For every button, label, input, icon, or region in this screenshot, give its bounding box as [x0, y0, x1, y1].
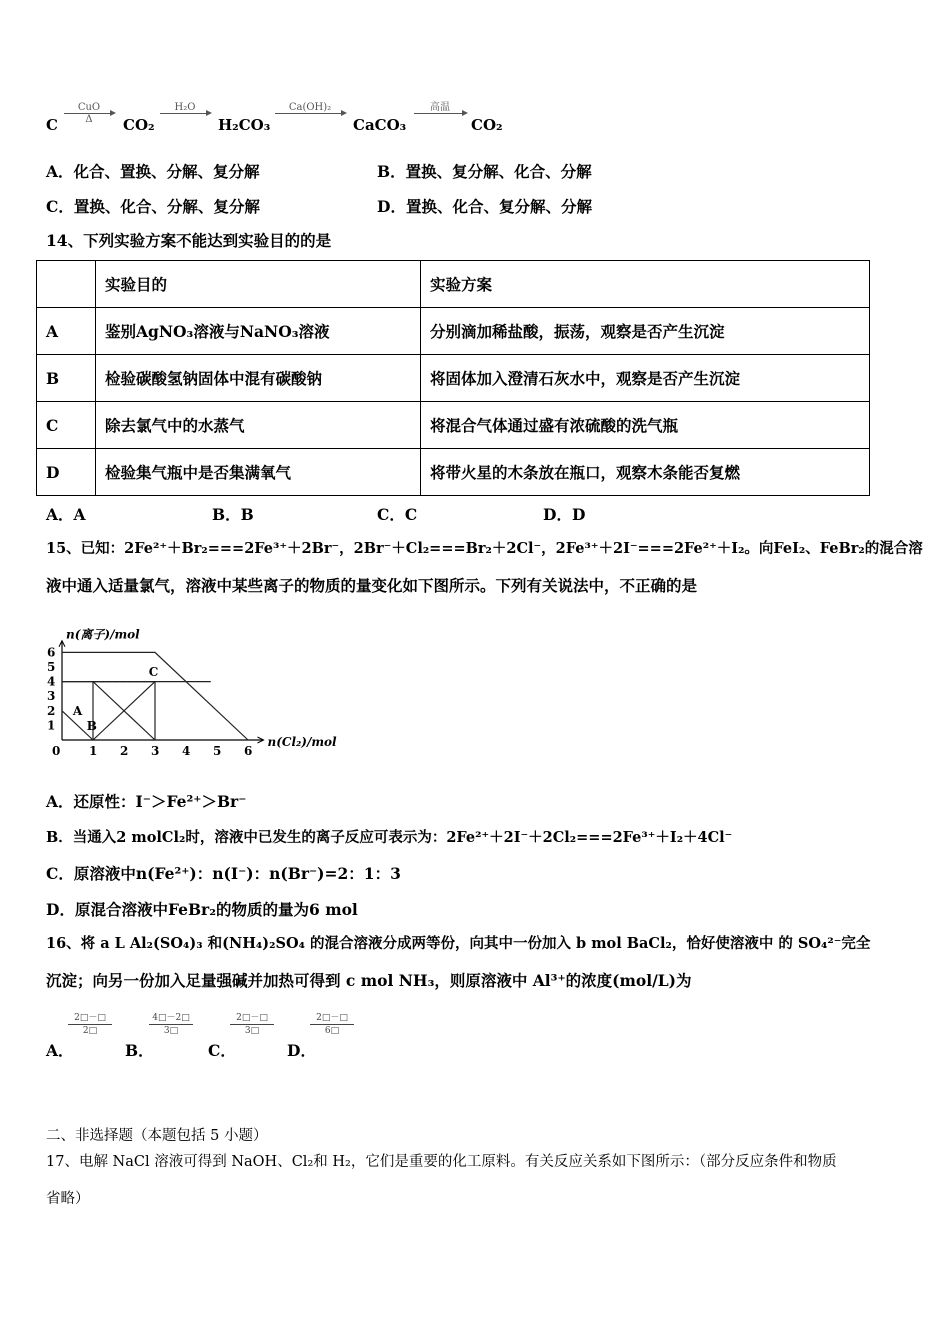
table-row	[37, 449, 870, 496]
q15-option-c: C．原溶液中n(Fe²⁺)：n(I⁻)：n(Br⁻)=2：1：3	[46, 864, 401, 883]
x-axis-label: n(Cl₂)/mol	[267, 735, 337, 749]
row-label: A	[37, 308, 96, 355]
fraction-denominator: 3□	[163, 1026, 179, 1036]
q13-option-c: C．置换、化合、分解、复分解	[46, 197, 260, 216]
q16-option-a: A．	[46, 1041, 74, 1060]
q13-option-a: A．化合、置换、分解、复分解	[46, 162, 260, 181]
arrow-4-top: 高温	[430, 102, 450, 113]
y-tick-label: 6	[47, 645, 56, 660]
table-header-row	[37, 261, 870, 308]
fraction-denominator: 2□	[82, 1026, 98, 1036]
arrow-4	[414, 102, 466, 114]
point-label-C: C	[148, 664, 159, 679]
q16-fraction-c	[230, 1012, 274, 1037]
x-tick-label: 3	[151, 744, 160, 758]
table-row	[37, 402, 870, 449]
x-tick-label: 0	[52, 744, 61, 758]
point-label-A: A	[72, 704, 83, 719]
q16-stem-line1: 16、将 a L Al₂(SO₄)₃ 和(NH₄)₂SO₄ 的混合溶液分成两等份，向其中一份加入 b mol BaCl₂，恰好使溶液中 的 SO₄²⁻完全	[46, 935, 871, 952]
row-plan: 将固体加入澄清石灰水中，观察是否产生沉淀	[421, 355, 870, 402]
fraction-numerator: 2□－□	[68, 1012, 112, 1025]
chain-species-1: C	[46, 116, 58, 134]
chain-species-3: H₂CO₃	[218, 116, 271, 134]
table-row	[37, 355, 870, 402]
y-tick-label: 1	[47, 718, 56, 733]
q14-stem: 14、下列实验方案不能达到实验目的的是	[46, 231, 332, 250]
row-plan: 分别滴加稀盐酸，振荡，观察是否产生沉淀	[421, 308, 870, 355]
q15-stem-line2: 液中通入适量氯气，溶液中某些离子的物质的量变化如下图所示。下列有关说法中，不正确的是	[46, 576, 698, 595]
arrow-3-top: Ca(OH)₂	[288, 102, 332, 113]
q16-fraction-b	[149, 1012, 193, 1037]
x-tick-label: 4	[182, 744, 191, 758]
table-row	[37, 308, 870, 355]
fraction-numerator: 4□－2□	[149, 1012, 193, 1025]
header-label	[37, 261, 96, 308]
q17-line1: 17、电解 NaCl 溶液可得到 NaOH、Cl₂和 H₂，它们是重要的化工原料。有关反应关系如下图所示：（部分反应条件和物质	[46, 1154, 837, 1170]
q15-option-a: A．还原性：I⁻＞Fe²⁺＞Br⁻	[46, 792, 247, 811]
y-axis-label: n(离子)/mol	[66, 627, 140, 642]
arrow-1-top: CuO	[77, 102, 101, 113]
y-tick-label: 3	[47, 689, 56, 704]
row-purpose: 检验集气瓶中是否集满氧气	[96, 449, 421, 496]
y-tick-label: 5	[47, 660, 56, 674]
chain-species-4: CaCO₃	[353, 116, 407, 134]
fraction-numerator: 2□－□	[310, 1012, 354, 1025]
row-label: D	[37, 449, 96, 496]
q14-option-b: B．B	[212, 505, 254, 524]
chain-species-5: CO₂	[471, 116, 503, 134]
row-purpose: 检验碳酸氢钠固体中混有碳酸钠	[96, 355, 421, 402]
q14-table	[36, 260, 870, 496]
arrow-1-bottom: Δ	[85, 114, 93, 125]
row-label: C	[37, 402, 96, 449]
q16-option-b: B．	[125, 1041, 154, 1060]
q14-option-c: C．C	[377, 505, 418, 524]
y-tick-label: 2	[47, 703, 56, 718]
q14-option-a: A．A	[46, 505, 86, 524]
row-plan: 将带火星的木条放在瓶口，观察木条能否复燃	[421, 449, 870, 496]
fraction-denominator: 6□	[324, 1026, 340, 1036]
q15-option-d: D．原混合溶液中FeBr₂的物质的量为6 mol	[46, 900, 358, 919]
y-tick-label: 4	[47, 674, 56, 689]
ion-amount-chart	[40, 600, 340, 765]
x-tick-label: 1	[89, 744, 98, 758]
q16-fraction-d	[310, 1012, 354, 1037]
row-plan: 将混合气体通过盛有浓硫酸的洗气瓶	[421, 402, 870, 449]
header-purpose: 实验目的	[96, 261, 421, 308]
point-label-B: B	[86, 718, 97, 733]
q16-fraction-a	[68, 1012, 112, 1037]
q16-option-d: D．	[287, 1041, 316, 1060]
q15-stem-line1: 15、已知：2Fe²⁺＋Br₂===2Fe³⁺＋2Br⁻，2Br⁻＋Cl₂===Br₂＋2Cl⁻，2Fe³⁺＋2I⁻===2Fe²⁺＋I₂。向FeI₂、FeBr₂的混合溶	[46, 540, 923, 557]
chain-species-2: CO₂	[123, 116, 155, 134]
q17-line2: 省略）	[46, 1191, 90, 1207]
arrow-3	[275, 102, 345, 114]
q13-option-d: D．置换、化合、复分解、分解	[377, 197, 592, 216]
row-purpose: 鉴别AgNO₃溶液与NaNO₃溶液	[96, 308, 421, 355]
x-tick-label: 5	[213, 744, 222, 758]
fraction-numerator: 2□－□	[230, 1012, 274, 1025]
q16-option-c: C．	[208, 1041, 236, 1060]
q15-option-b: B．当通入2 molCl₂时，溶液中已发生的离子反应可表示为：2Fe²⁺＋2I⁻＋2Cl₂===2Fe³⁺＋I₂＋4Cl⁻	[46, 829, 733, 846]
arrow-2-top: H₂O	[174, 102, 196, 113]
arrow-2	[160, 102, 210, 114]
q16-stem-line2: 沉淀；向另一份加入足量强碱并加热可得到 c mol NH₃，则原溶液中 Al³⁺的浓度(mol/L)为	[46, 971, 692, 990]
fraction-denominator: 3□	[244, 1026, 260, 1036]
header-plan: 实验方案	[421, 261, 870, 308]
q13-option-b: B．置换、复分解、化合、分解	[377, 162, 592, 181]
x-tick-label: 2	[120, 744, 129, 758]
q14-option-d: D．D	[543, 505, 586, 524]
section-2-heading: 二、非选择题（本题包括 5 小题）	[46, 1128, 268, 1144]
row-purpose: 除去氯气中的水蒸气	[96, 402, 421, 449]
x-tick-label: 6	[244, 744, 253, 758]
row-label: B	[37, 355, 96, 402]
arrow-1	[64, 102, 114, 125]
